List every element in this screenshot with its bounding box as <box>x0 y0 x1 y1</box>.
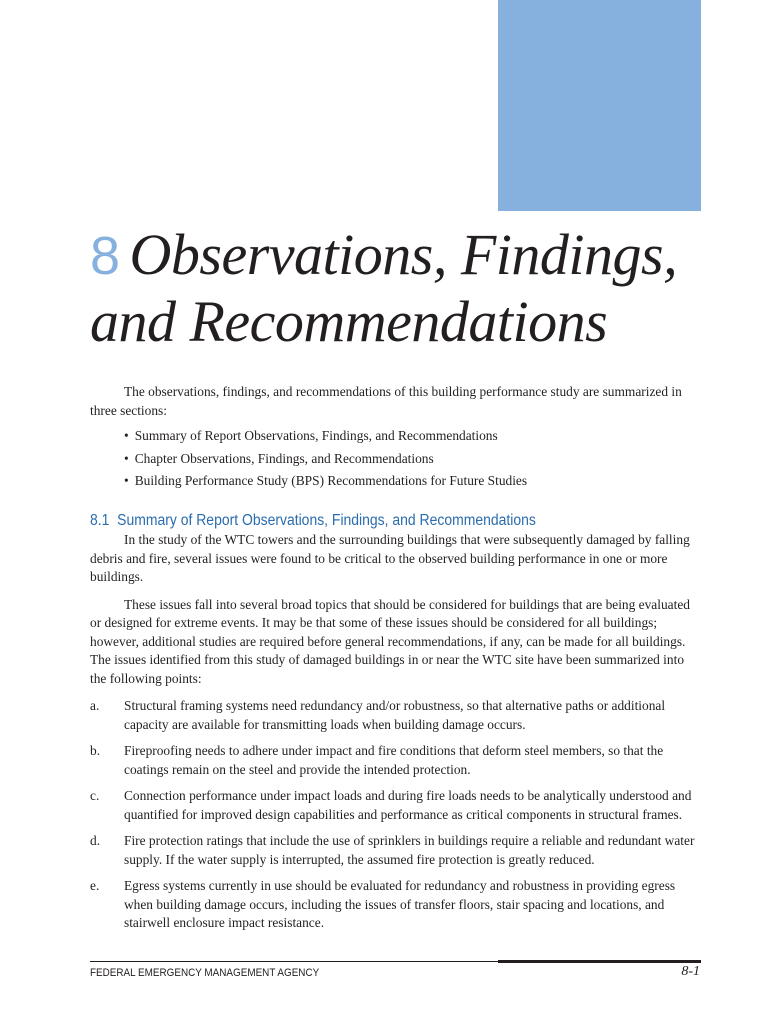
section-paragraph: In the study of the WTC towers and the surrounding buildings that were subsequently damaged by falling debris and fire, several issues were found to be critical to the observed building performance in one or more buildings. <box>90 532 690 584</box>
chapter-title <box>90 222 730 355</box>
intro-section <box>90 383 700 493</box>
bullet-item: • Chapter Observations, Findings, and Recommendations <box>124 448 700 471</box>
section-title: Summary of Report Observations, Findings, and Recommendations <box>117 512 536 529</box>
list-item-text: Structural framing systems need redundancy and/or robustness, so that alternative paths or additional capacity are available for transmitting loads when building damage occurs. <box>124 698 666 732</box>
list-item-text: Fire protection ratings that include the use of sprinklers in buildings require a reliable and redundant water supply. If the water supply is interrupted, the assumed fire protection is greatly reduced. <box>124 833 695 867</box>
list-item <box>90 787 700 824</box>
page-number: 8-1 <box>681 964 700 979</box>
list-item-letter: e. <box>90 878 100 893</box>
list-item-letter: d. <box>90 833 101 848</box>
section-paragraph: These issues fall into several broad topics that should be considered for buildings that are being evaluated or designed for extreme events. It may be that some of these issues should be considered for all buildings; however, additional studies are required before general recommendations, if any, can be made for all buildings. The issues identified from this study of damaged buildings in or near the WTC site have been summarized into the following points: <box>90 596 690 686</box>
footer-agency-name: FEDERAL EMERGENCY MANAGEMENT AGENCY <box>90 967 320 979</box>
chapter-number: 8 <box>90 226 120 286</box>
section-number: 8.1 <box>90 512 110 529</box>
list-item-text: Fireproofing needs to adhere under impact and fire conditions that deform steel members, so that the coatings remain on the steel and provide the intended protection. <box>124 743 664 777</box>
section-heading <box>90 511 536 531</box>
intro-paragraph: The observations, findings, and recommendations of this building performance study are summarized in three sections: <box>90 384 682 418</box>
list-item <box>90 877 700 933</box>
intro-bullet-list <box>124 425 700 493</box>
footer-rule <box>90 961 498 962</box>
list-item <box>90 742 700 779</box>
list-item-text: Egress systems currently in use should be evaluated for redundancy and robustness in providing egress when building damage occurs, including the issues of transfer floors, stair spacing and locations, and stairwell enclosure impact resistance. <box>124 878 676 930</box>
list-item-text: Connection performance under impact loads and during fire loads needs to be analytically understood and quantified for improved design capabilities and performance as critical components in structural frames. <box>124 788 692 822</box>
chapter-title-line1: Observations, Findings, <box>129 222 678 287</box>
footer-rule-accent <box>498 960 701 963</box>
chapter-title-line2: and Recommendations <box>90 289 608 354</box>
bullet-item: • Summary of Report Observations, Findings, and Recommendations <box>124 425 700 448</box>
list-item-letter: b. <box>90 743 101 758</box>
chapter-color-block <box>498 0 701 211</box>
points-list <box>90 697 700 933</box>
list-item <box>90 832 700 869</box>
list-item <box>90 697 700 734</box>
list-item-letter: c. <box>90 788 100 803</box>
list-item-letter: a. <box>90 698 100 713</box>
bullet-item: • Building Performance Study (BPS) Recommendations for Future Studies <box>124 470 700 493</box>
section-body <box>90 531 700 941</box>
